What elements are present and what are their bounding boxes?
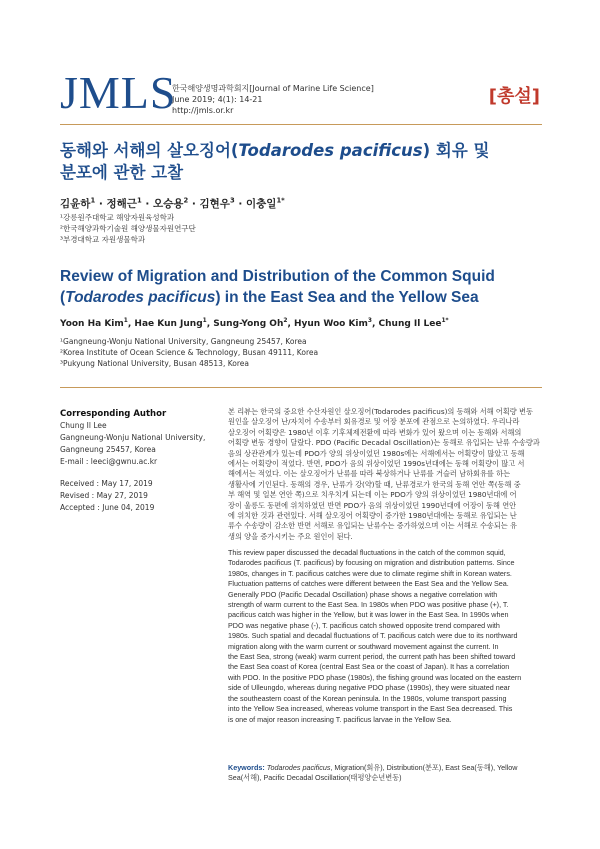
title-en-post: ) in the East Sea and the Yellow Sea xyxy=(215,289,479,306)
abstract-line: This review paper discussed the decadal fluctuations in the catch of the common squid, xyxy=(228,548,506,557)
title-en-species: Todarodes pacificus xyxy=(65,289,216,306)
abstract-line: 부 해역 및 일본 연안 쪽)으로 치우치게 되는데 이는 PDO가 양의 위상이었던 1980년대에 어 xyxy=(228,490,517,500)
author-ko: 김현우 xyxy=(199,198,230,210)
author-ko: 이충일 xyxy=(246,198,277,210)
title-korean xyxy=(60,140,540,184)
abstract-line: 어획량 변동 경향이 달랐다. PDO (Pacific Decadal Oscillation)는 동해로 유입되는 난류 수송량과 xyxy=(228,438,540,448)
keywords-label: Keywords: xyxy=(228,763,265,772)
keywords-line2: Sea(서해), Pacific Decadal Oscillation(태평양순년변동) xyxy=(228,773,402,783)
journal-logo: JMLS xyxy=(60,67,177,118)
keywords xyxy=(228,763,540,784)
date-accepted: Accepted : June 04, 2019 xyxy=(60,503,155,512)
title-ko-post: ) 회유 및 xyxy=(422,141,490,160)
abstract-line: 1980s, changes in T. pacificus catches were due to climate regime shift in Korean waters. xyxy=(228,568,512,578)
date-revised: Revised : May 27, 2019 xyxy=(60,491,148,500)
corr-address: Gangneung 25457, Korea xyxy=(60,445,156,454)
author-sup: 3 xyxy=(229,196,235,205)
author-sup: 1* xyxy=(441,318,449,324)
top-divider xyxy=(60,124,542,125)
title-en-line1: Review of Migration and Distribution of the Common Squid xyxy=(60,268,495,285)
author-sup: 2 xyxy=(283,318,288,324)
affiliations-english xyxy=(60,336,318,369)
authors-korean: 김윤하$^1$ · 정해근$^1$ · 오승용$^2$ · 김현우$^3$ · 이충일$^{1*}$ xyxy=(60,196,285,210)
author-en: Hae Kun Jung xyxy=(134,319,203,329)
author-sup: 1 xyxy=(123,318,128,324)
corr-email[interactable]: E-mail : leeci@gwnu.ac.kr xyxy=(60,457,158,466)
abstract-line: is one of major reason increasing T. pacificus larvae in the Yellow Sea. xyxy=(228,714,452,724)
abstract-line: 해에서는 적었다. 이는 살오징어가 난류를 따라 북상하거나 난류를 거슬러 남하회유를 하는 xyxy=(228,469,511,479)
affiliation: ²Korea Institute of Ocean Science & Technology, Busan 49111, Korea xyxy=(60,348,319,357)
author-en: Yoon Ha Kim xyxy=(60,319,124,329)
affiliation: ²한국해양과학기술원 해양생물자원연구단 xyxy=(60,224,196,233)
abstract-line: Generally PDO (Pacific Decadal Oscillation) phase shows a negative correlation with xyxy=(228,589,498,599)
author-ko: 오승용 xyxy=(153,198,184,210)
corr-name: Chung Il Lee xyxy=(60,421,107,430)
journal-name: 한국해양생명과학회지[Journal of Marine Life Science] xyxy=(172,84,374,93)
abstract-line: 류수 수송량이 감소한 반면 서해로 유입되는 난류수는 증가하였으며 이는 서해로 수송되는 유 xyxy=(228,521,517,531)
abstract-line: the East Sea coast of Korea (central East Sea or the coast of Japan). It has a correlation xyxy=(228,662,510,672)
author-sup: 2 xyxy=(183,196,189,205)
abstract-line: 본 리뷰는 한국의 중요한 수산자원인 살오징어(Todarodes pacificus)의 동해와 서해 어획량 변동 xyxy=(228,407,533,416)
abstract-line: pacificus catch was higher in the Yellow, but it was lower in the East Sea. In 1990s when xyxy=(228,610,509,620)
abstract-line: Fluctuation patterns of catches were different between the East Sea and the Yellow Sea. xyxy=(228,579,509,589)
abstract-line: the southeastern coast of the Korean peninsula. In the 1980s, volume transport passing xyxy=(228,693,507,703)
abstract-line: 살오징어 어획량은 1980년 이후 기후체제전환에 따라 변화가 있어 왔으며 이는 동해와 서해의 xyxy=(228,427,522,437)
abstract-line: 장이 울릉도 동편에 위치하였던 반면 PDO가 음의 위상이었던 1990년대에 어장이 동해 연안 xyxy=(228,500,517,510)
keywords-rest: , Migration(회유), Distribution(분포), East Sea(동해), Yellow xyxy=(330,763,518,772)
title-english xyxy=(60,266,540,308)
abstract-line: 음의 상관관계가 있는데 PDO가 양의 위상이었던 1980s에는 서해에서는 어획량이 많았고 동해 xyxy=(228,448,525,458)
author-ko: 정해근 xyxy=(106,198,137,210)
journal-info xyxy=(172,83,374,116)
abstract-english xyxy=(228,548,540,725)
author-sup: 1 xyxy=(90,196,96,205)
affiliation: ¹강릉원주대학교 해양자원육성학과 xyxy=(60,213,175,222)
date-received: Received : May 17, 2019 xyxy=(60,479,153,488)
abstract-line: 1980s. Such spatial and decadal fluctuations of T. pacificus catch were due to its northward xyxy=(228,631,518,641)
authors-english: Yoon Ha Kim$^1$, Hae Kun Jung$^1$, Sung-Yong Oh$^2$, Hyun Woo Kim$^3$, Chung Il Lee$^{1*}$ xyxy=(60,318,449,329)
abstract-line: 원인을 살오징어 난/자치어 수송부터 회유경로 및 어장 분포에 관점으로 논의하였다. 우리나라 xyxy=(228,417,520,427)
author-sup: 3 xyxy=(367,318,372,324)
abstract-line: 생활사에 기인된다. 동해의 경우, 난류가 강(약)할 때, 난류경로가 한국의 동해 연안 쪽(동해 중 xyxy=(228,479,521,489)
abstract-line: PDO was negative phase (-), T. pacificus catch showed opposite trend compared with xyxy=(228,620,500,630)
author-sup: 1* xyxy=(276,196,285,205)
correspondence-block xyxy=(60,408,210,514)
title-ko-species: Todarodes pacificus xyxy=(238,141,423,160)
affiliations-korean xyxy=(60,212,196,245)
affiliation: ¹Gangneung-Wonju National University, Gangneung 25457, Korea xyxy=(60,337,307,346)
title-en-pre: ( xyxy=(60,289,66,306)
journal-issue: June 2019; 4(1): 14-21 xyxy=(172,95,263,104)
abstract-line: 에 위치한 것과 관련있다. 서해 살오징어 어획량이 증가한 1980년대에는 동해로 유입되는 난 xyxy=(228,511,517,521)
affiliation: ³부경대학교 자원생물학과 xyxy=(60,235,146,244)
author-en: Sung-Yong Oh xyxy=(213,319,284,329)
abstract-line: migration along with the warm current or southward movement against the current. In xyxy=(228,641,499,651)
abstract-line: side of Ulleungdo, whereas during negative PDO phase (1990s), they were situated near xyxy=(228,683,511,693)
section-divider xyxy=(60,387,542,388)
keyword-species: Todarodes pacificus xyxy=(266,763,331,772)
author-ko: 김윤하 xyxy=(60,198,91,210)
abstract-line: 에서는 어획량이 적었다. 반면, PDO가 음의 위상이었던 1990s년대에는 동해 어획량이 많고 서 xyxy=(228,459,525,469)
abstract-line: the East Sea, strong (weak) warm current period, the current path has been shifted toward xyxy=(228,652,516,662)
author-sup: 1 xyxy=(202,318,207,324)
title-ko-line2: 분포에 관한 고찰 xyxy=(60,163,184,182)
corr-address: Gangneung-Wonju National University, xyxy=(60,433,206,442)
author-en: Hyun Woo Kim xyxy=(294,319,368,329)
journal-url[interactable]: http://jmls.or.kr xyxy=(172,106,234,115)
abstract-line: into the Yellow Sea increased, whereas volume transport in the East Sea decreased. This xyxy=(228,704,513,714)
author-en: Chung Il Lee xyxy=(378,319,442,329)
abstract-line: with PDO. In the positive PDO phase (1980s), the fishing ground was located on the eastern xyxy=(228,672,522,682)
affiliation: ³Pukyung National University, Busan 48513, Korea xyxy=(60,359,249,368)
title-ko-pre: 동해와 서해의 살오징어( xyxy=(60,141,239,160)
abstract-line: 생의 양을 증가시키는 주요 원인이 된다. xyxy=(228,531,353,541)
abstract-line: Todarodes pacificus (T. pacificus) by focusing on migration and distribution patterns. Since xyxy=(228,558,515,568)
author-sup: 1 xyxy=(136,196,142,205)
abstract-line: strength of warm current to the East Sea. In 1980s when PDO was positive phase (+), T. xyxy=(228,600,509,610)
article-category: [총설] xyxy=(488,86,540,107)
corr-heading: Corresponding Author xyxy=(60,409,167,419)
abstract-korean xyxy=(228,407,540,542)
